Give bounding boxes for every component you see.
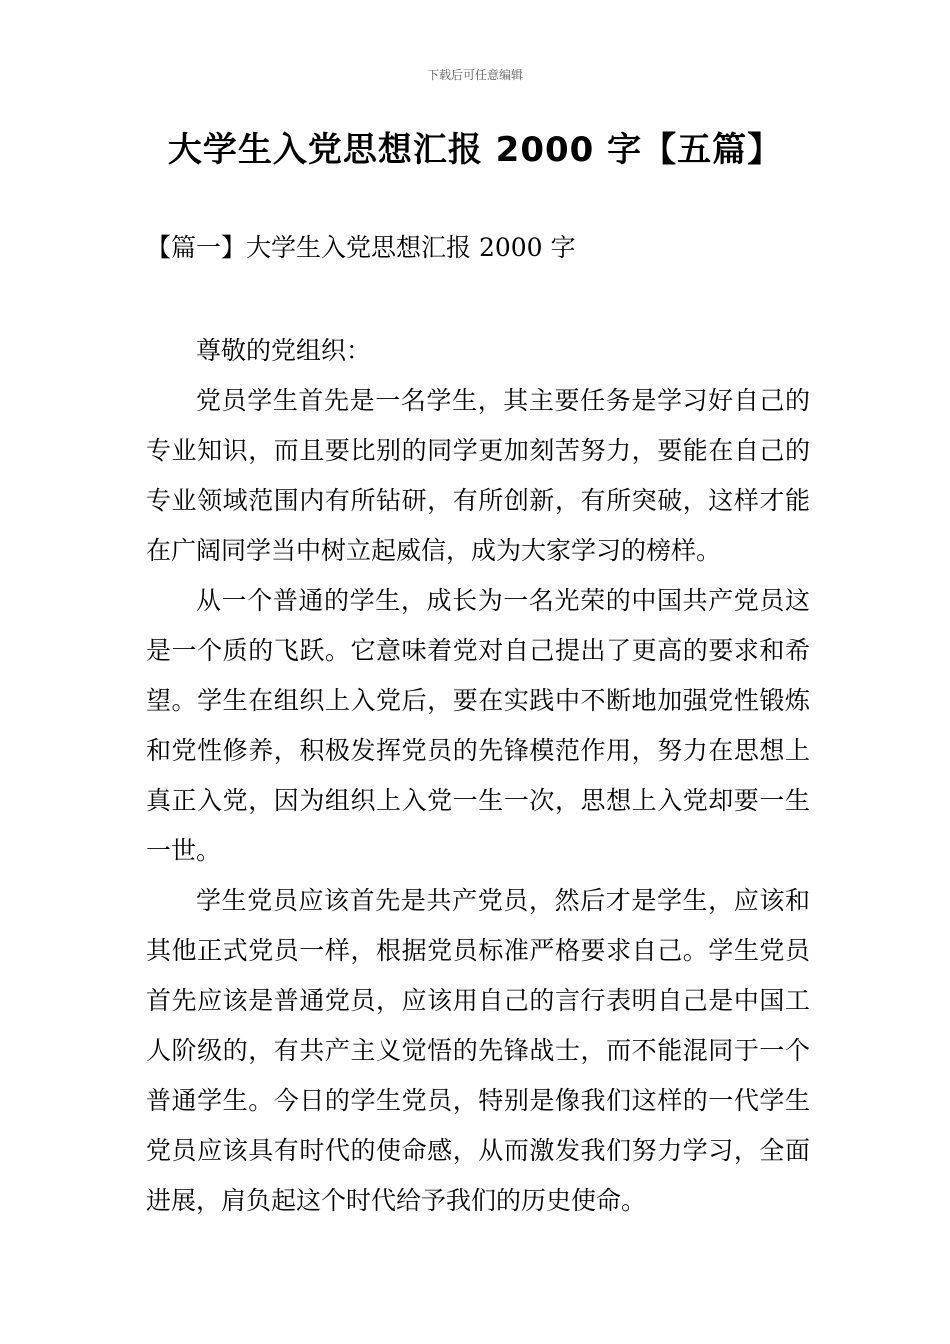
paragraph-3: 学生党员应该首先是共产党员，然后才是学生，应该和其他正式党员一样，根据党员标准严格要求自己。学生党员首先应该是普通党员，应该用自己的言行表明自己是中国工人阶级的，有共产主义觉悟的先锋战士，而不能混同于一个普通学生。今日的学生党员，特别是像我们这样的一代学生党员应该具有时代的使命感，从而激发我们努力学习，全面进展，肩负起这个时代给予我们的历史使命。 xyxy=(146,886,810,1215)
header-note: 下载后可任意编辑 xyxy=(426,68,523,82)
paragraph-1: 党员学生首先是一名学生，其主要任务是学习好自己的专业知识，而且要比别的同学更加刻苦努力，要能在自己的专业领域范围内有所钻研，有所创新，有所突破，这样才能在广阔同学当中树立起威信，成为大家学习的榜样。 xyxy=(146,386,810,565)
document-body xyxy=(146,326,810,1226)
document-title: 大学生入党思想汇报 2000 字【五篇】 xyxy=(167,130,783,170)
paragraph-2: 从一个普通的学生，成长为一名光荣的中国共产党员这是一个质的飞跃。它意味着党对自己提出了更高的要求和希望。学生在组织上入党后，要在实践中不断地加强党性锻炼和党性修养，积极发挥党员的先锋模范作用，努力在思想上真正入党，因为组织上入党一生一次，思想上入党却要一生一世。 xyxy=(146,586,810,865)
salutation: 尊敬的党组织： xyxy=(196,336,372,365)
section-heading: 【篇一】大学生入党思想汇报 2000 字 xyxy=(146,233,576,262)
